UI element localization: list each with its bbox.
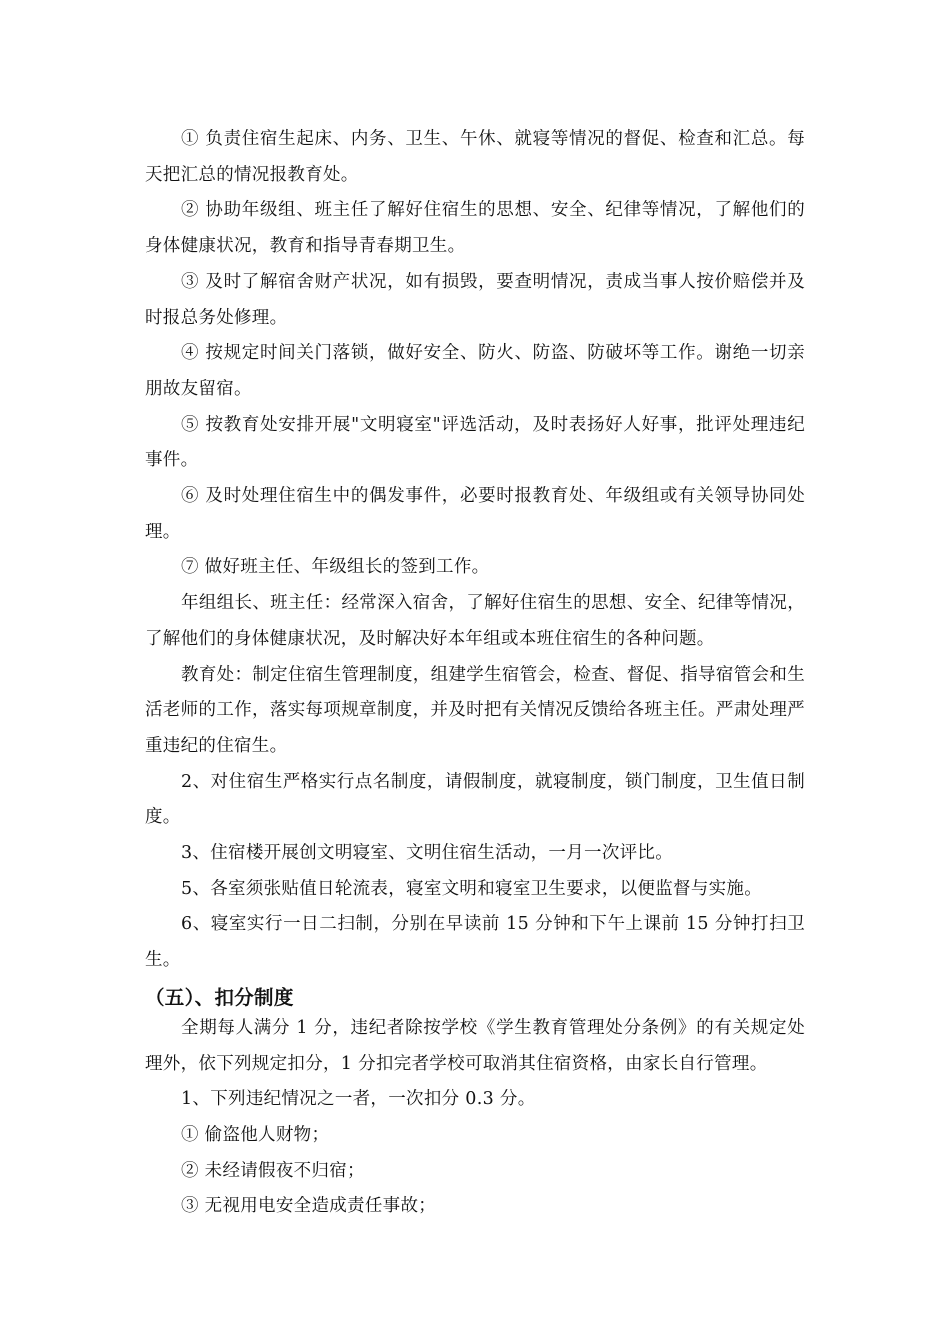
paragraph-duty-4: ④ 按规定时间关门落锁，做好安全、防火、防盗、防破坏等工作。谢绝一切亲朋故友留宿。 — [145, 343, 805, 399]
paragraph-duty-6: ⑥ 及时处理住宿生中的偶发事件，必要时报教育处、年级组或有关领导协同处理。 — [145, 486, 805, 542]
paragraph-rule-6: 6、寝室实行一日二扫制，分别在早读前 15 分钟和下午上课前 15 分钟打扫卫生。 — [145, 914, 805, 971]
paragraph-rule-2: 2、对住宿生严格实行点名制度，请假制度，就寝制度，锁门制度，卫生值日制度。 — [145, 771, 805, 828]
paragraph-duty-2: ② 协助年级组、班主任了解好住宿生的思想、安全、纪律等情况，了解他们的身体健康状况，教育和指导青春期卫生。 — [145, 200, 805, 257]
list-item-theft: ① 偷盗他人财物； — [181, 1124, 330, 1145]
paragraph-deduction-intro: 全期每人满分 1 分，违纪者除按学校《学生教育管理处分条例》的有关规定处理外，依下列规定扣分，1 分扣完者学校可取消其住宿资格，由家长自行管理。 — [145, 1017, 805, 1074]
paragraph-deduction-rule-1: 1、下列违纪情况之一者，一次扣分 0.3 分。 — [181, 1089, 536, 1110]
document-body — [145, 122, 805, 1225]
list-item-absence: ② 未经请假夜不归宿； — [181, 1160, 365, 1181]
paragraph-duty-7: ⑦ 做好班主任、年级组长的签到工作。 — [181, 557, 490, 578]
paragraph-rule-5: 5、各室须张贴值日轮流表，寝室文明和寝室卫生要求，以便监督与实施。 — [181, 878, 763, 899]
paragraph-duty-5: ⑤ 按教育处安排开展"文明寝室"评选活动，及时表扬好人好事，批评处理违纪事件。 — [145, 414, 805, 471]
paragraph-class-teacher: 年组组长、班主任：经常深入宿舍，了解好住宿生的思想、安全、纪律等情况，了解他们的身体健康状况，及时解决好本年组或本班住宿生的各种问题。 — [145, 593, 805, 649]
paragraph-education-office: 教育处：制定住宿生管理制度，组建学生宿管会，检查、督促、指导宿管会和生活老师的工作，落实每项规章制度，并及时把有关情况反馈给各班主任。严肃处理严重违纪的住宿生。 — [145, 664, 805, 756]
list-item-electric-safety: ③ 无视用电安全造成责任事故； — [181, 1196, 437, 1217]
paragraph-duty-1: ① 负责住宿生起床、内务、卫生、午休、就寝等情况的督促、检查和汇总。每天把汇总的情况报教育处。 — [145, 129, 805, 185]
paragraph-rule-3: 3、住宿楼开展创文明寝室、文明住宿生活动，一月一次评比。 — [181, 843, 674, 864]
section-heading: （五）、扣分制度 — [145, 985, 294, 1009]
paragraph-duty-3: ③ 及时了解宿舍财产状况，如有损毁，要查明情况，责成当事人按价赔偿并及时报总务处修理。 — [145, 271, 805, 328]
